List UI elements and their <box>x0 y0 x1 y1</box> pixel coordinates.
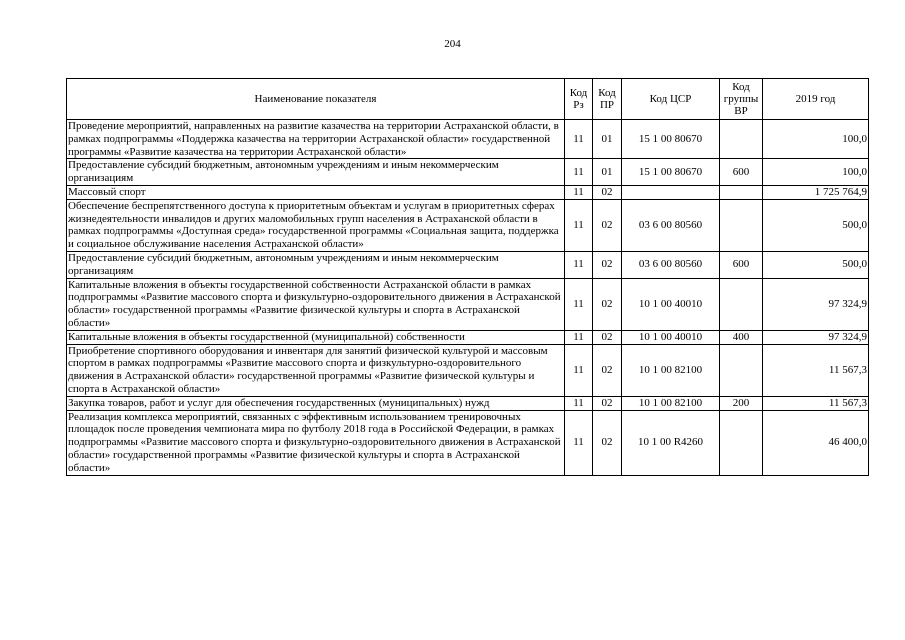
row-amount: 100,0 <box>763 120 869 159</box>
header-csr: Код ЦСР <box>622 79 720 120</box>
row-csr: 03 6 00 80560 <box>622 251 720 278</box>
table-row <box>67 410 869 475</box>
row-pr: 02 <box>593 278 622 330</box>
table-row <box>67 120 869 159</box>
row-pr: 02 <box>593 185 622 199</box>
table-row <box>67 251 869 278</box>
row-amount: 11 567,3 <box>763 344 869 396</box>
row-vr <box>720 199 763 251</box>
row-pr: 02 <box>593 199 622 251</box>
row-pr: 02 <box>593 396 622 410</box>
row-csr: 03 6 00 80560 <box>622 199 720 251</box>
row-vr <box>720 185 763 199</box>
page-number: 204 <box>444 38 461 50</box>
row-csr: 15 1 00 80670 <box>622 120 720 159</box>
row-rz: 11 <box>565 199 593 251</box>
row-pr: 02 <box>593 251 622 278</box>
row-rz: 11 <box>565 330 593 344</box>
row-amount: 97 324,9 <box>763 330 869 344</box>
row-vr <box>720 344 763 396</box>
row-pr: 01 <box>593 120 622 159</box>
row-pr: 02 <box>593 410 622 475</box>
row-rz: 11 <box>565 344 593 396</box>
row-vr <box>720 120 763 159</box>
row-name: Реализация комплекса мероприятий, связанных с эффективным использованием тренировочных площадок после проведения чемпионата мира по футболу 2018 года в Российской Федерации, в рамках подпрограммы «Развитие массового спорта и физкультурно-оздоровительного движения в Астраханской области» государственной программы «Развитие физической культуры и спорта в Астраханской области» <box>67 410 565 475</box>
row-rz: 11 <box>565 120 593 159</box>
row-rz: 11 <box>565 185 593 199</box>
table-row <box>67 199 869 251</box>
row-name: Проведение мероприятий, направленных на развитие казачества на территории Астраханской области, в рамках подпрограммы «Поддержка казачества на территории Астраханской области» государственной программы «Развитие казачества на территории Астраханской области» <box>67 120 565 159</box>
table-row <box>67 185 869 199</box>
row-amount: 500,0 <box>763 251 869 278</box>
row-name: Массовый спорт <box>67 185 565 199</box>
header-vr: Код группы ВР <box>720 79 763 120</box>
row-name: Закупка товаров, работ и услуг для обеспечения государственных (муниципальных) нужд <box>67 396 565 410</box>
header-year: 2019 год <box>763 79 869 120</box>
row-csr: 10 1 00 40010 <box>622 278 720 330</box>
header-name: Наименование показателя <box>67 79 565 120</box>
row-amount: 97 324,9 <box>763 278 869 330</box>
row-name: Капитальные вложения в объекты государственной собственности Астраханской области в рамках подпрограммы «Развитие массового спорта и физкультурно-оздоровительного движения в Астраханской области» государственной программы «Развитие физической культуры и спорта в Астраханской области» <box>67 278 565 330</box>
row-pr: 01 <box>593 159 622 186</box>
row-amount: 11 567,3 <box>763 396 869 410</box>
row-rz: 11 <box>565 278 593 330</box>
row-csr: 10 1 00 40010 <box>622 330 720 344</box>
row-pr: 02 <box>593 330 622 344</box>
table-row <box>67 159 869 186</box>
row-name: Капитальные вложения в объекты государственной (муниципальной) собственности <box>67 330 565 344</box>
row-pr: 02 <box>593 344 622 396</box>
row-csr: 10 1 00 R4260 <box>622 410 720 475</box>
row-name: Приобретение спортивного оборудования и инвентаря для занятий физической культурой и массовым спортом в рамках подпрограммы «Развитие массового спорта и физкультурно-оздоровительного движения в Астраханской области» государственной программы «Развитие физической культуры и спорта в Астраханской области» <box>67 344 565 396</box>
row-name: Предоставление субсидий бюджетным, автономным учреждениям и иным некоммерческим организациям <box>67 159 565 186</box>
row-rz: 11 <box>565 396 593 410</box>
row-rz: 11 <box>565 251 593 278</box>
row-amount: 500,0 <box>763 199 869 251</box>
row-name: Предоставление субсидий бюджетным, автономным учреждениям и иным некоммерческим организациям <box>67 251 565 278</box>
table-row <box>67 344 869 396</box>
row-csr: 10 1 00 82100 <box>622 396 720 410</box>
row-vr: 200 <box>720 396 763 410</box>
table-row <box>67 278 869 330</box>
row-vr: 600 <box>720 251 763 278</box>
header-pr: Код ПР <box>593 79 622 120</box>
table-row <box>67 396 869 410</box>
row-csr: 15 1 00 80670 <box>622 159 720 186</box>
row-name: Обеспечение беспрепятственного доступа к приоритетным объектам и услугам в приоритетных сферах жизнедеятельности инвалидов и других маломобильных групп населения в Астраханской области в рамках подпрограммы «Доступная среда» государственной программы «Социальная защита, поддержка и социальное обслуживание населения Астраханской области» <box>67 199 565 251</box>
row-amount: 46 400,0 <box>763 410 869 475</box>
row-amount: 100,0 <box>763 159 869 186</box>
row-vr: 600 <box>720 159 763 186</box>
row-amount: 1 725 764,9 <box>763 185 869 199</box>
budget-table <box>66 78 869 476</box>
row-csr: 10 1 00 82100 <box>622 344 720 396</box>
row-vr <box>720 410 763 475</box>
row-rz: 11 <box>565 159 593 186</box>
row-csr <box>622 185 720 199</box>
header-rz: Код Рз <box>565 79 593 120</box>
row-rz: 11 <box>565 410 593 475</box>
table-row <box>67 330 869 344</box>
table-header-row <box>67 79 869 120</box>
row-vr <box>720 278 763 330</box>
row-vr: 400 <box>720 330 763 344</box>
